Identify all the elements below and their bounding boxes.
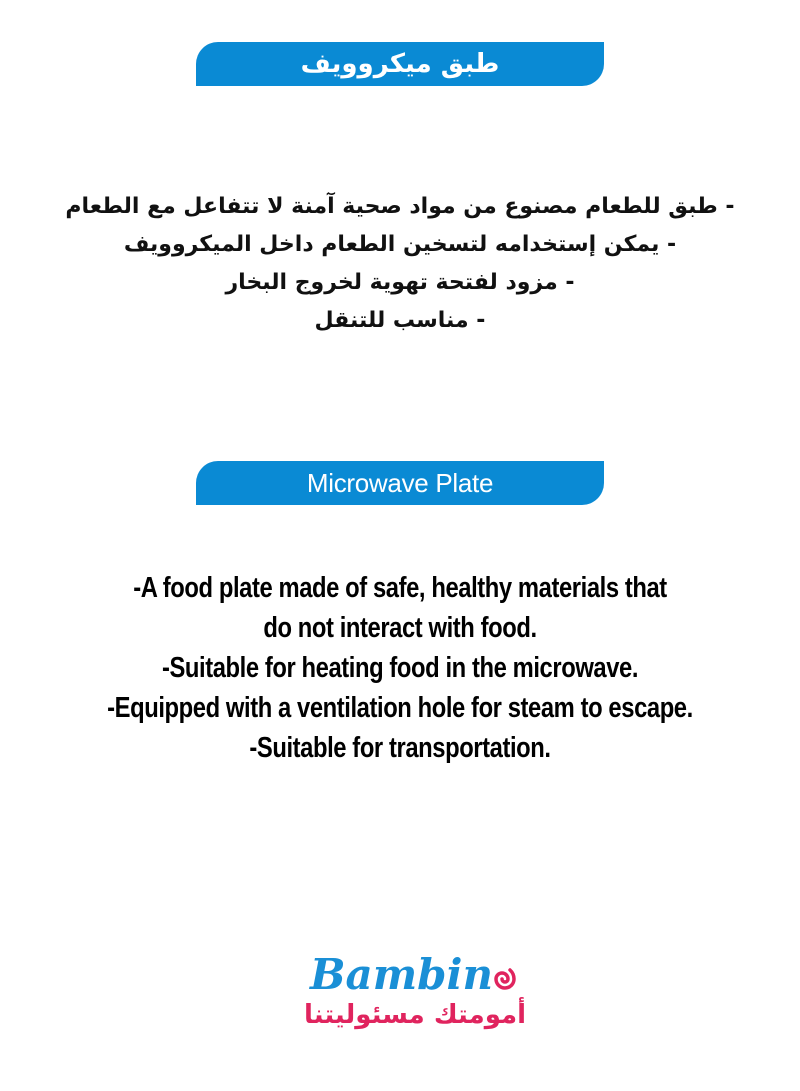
arabic-feature-item: - مزود لفتحة تهوية لخروج البخار [225, 270, 575, 295]
arabic-feature-item: - مناسب للتنقل [314, 308, 486, 333]
english-title: Microwave Plate [306, 467, 494, 498]
bambino-logo [300, 950, 530, 1050]
arabic-feature-item: - يمكن إستخدامه لتسخين الطعام داخل الميكروويف [123, 232, 677, 257]
brand-tagline: أمومتك مسئوليتنا [303, 1000, 527, 1030]
arabic-feature-item: - طبق للطعام مصنوع من مواد صحية آمنة لا تتفاعل مع الطعام [65, 194, 735, 219]
english-feature-line: -Equipped with a ventilation hole for steam to escape. [107, 692, 693, 724]
english-feature-line: -A food plate made of safe, healthy materials that [133, 572, 667, 604]
english-title-banner [196, 461, 604, 505]
english-feature-line: -Suitable for transportation. [249, 732, 551, 764]
english-feature-list [72, 568, 728, 768]
arabic-title: طبق ميكروويف [300, 49, 500, 79]
brand-name: Bambin [310, 950, 494, 999]
swirl-icon [488, 964, 522, 994]
english-feature-line: -Suitable for heating food in the microwave. [161, 652, 639, 684]
english-feature-line: do not interact with food. [263, 612, 537, 644]
arabic-title-banner [196, 42, 604, 86]
arabic-feature-list [0, 188, 800, 340]
